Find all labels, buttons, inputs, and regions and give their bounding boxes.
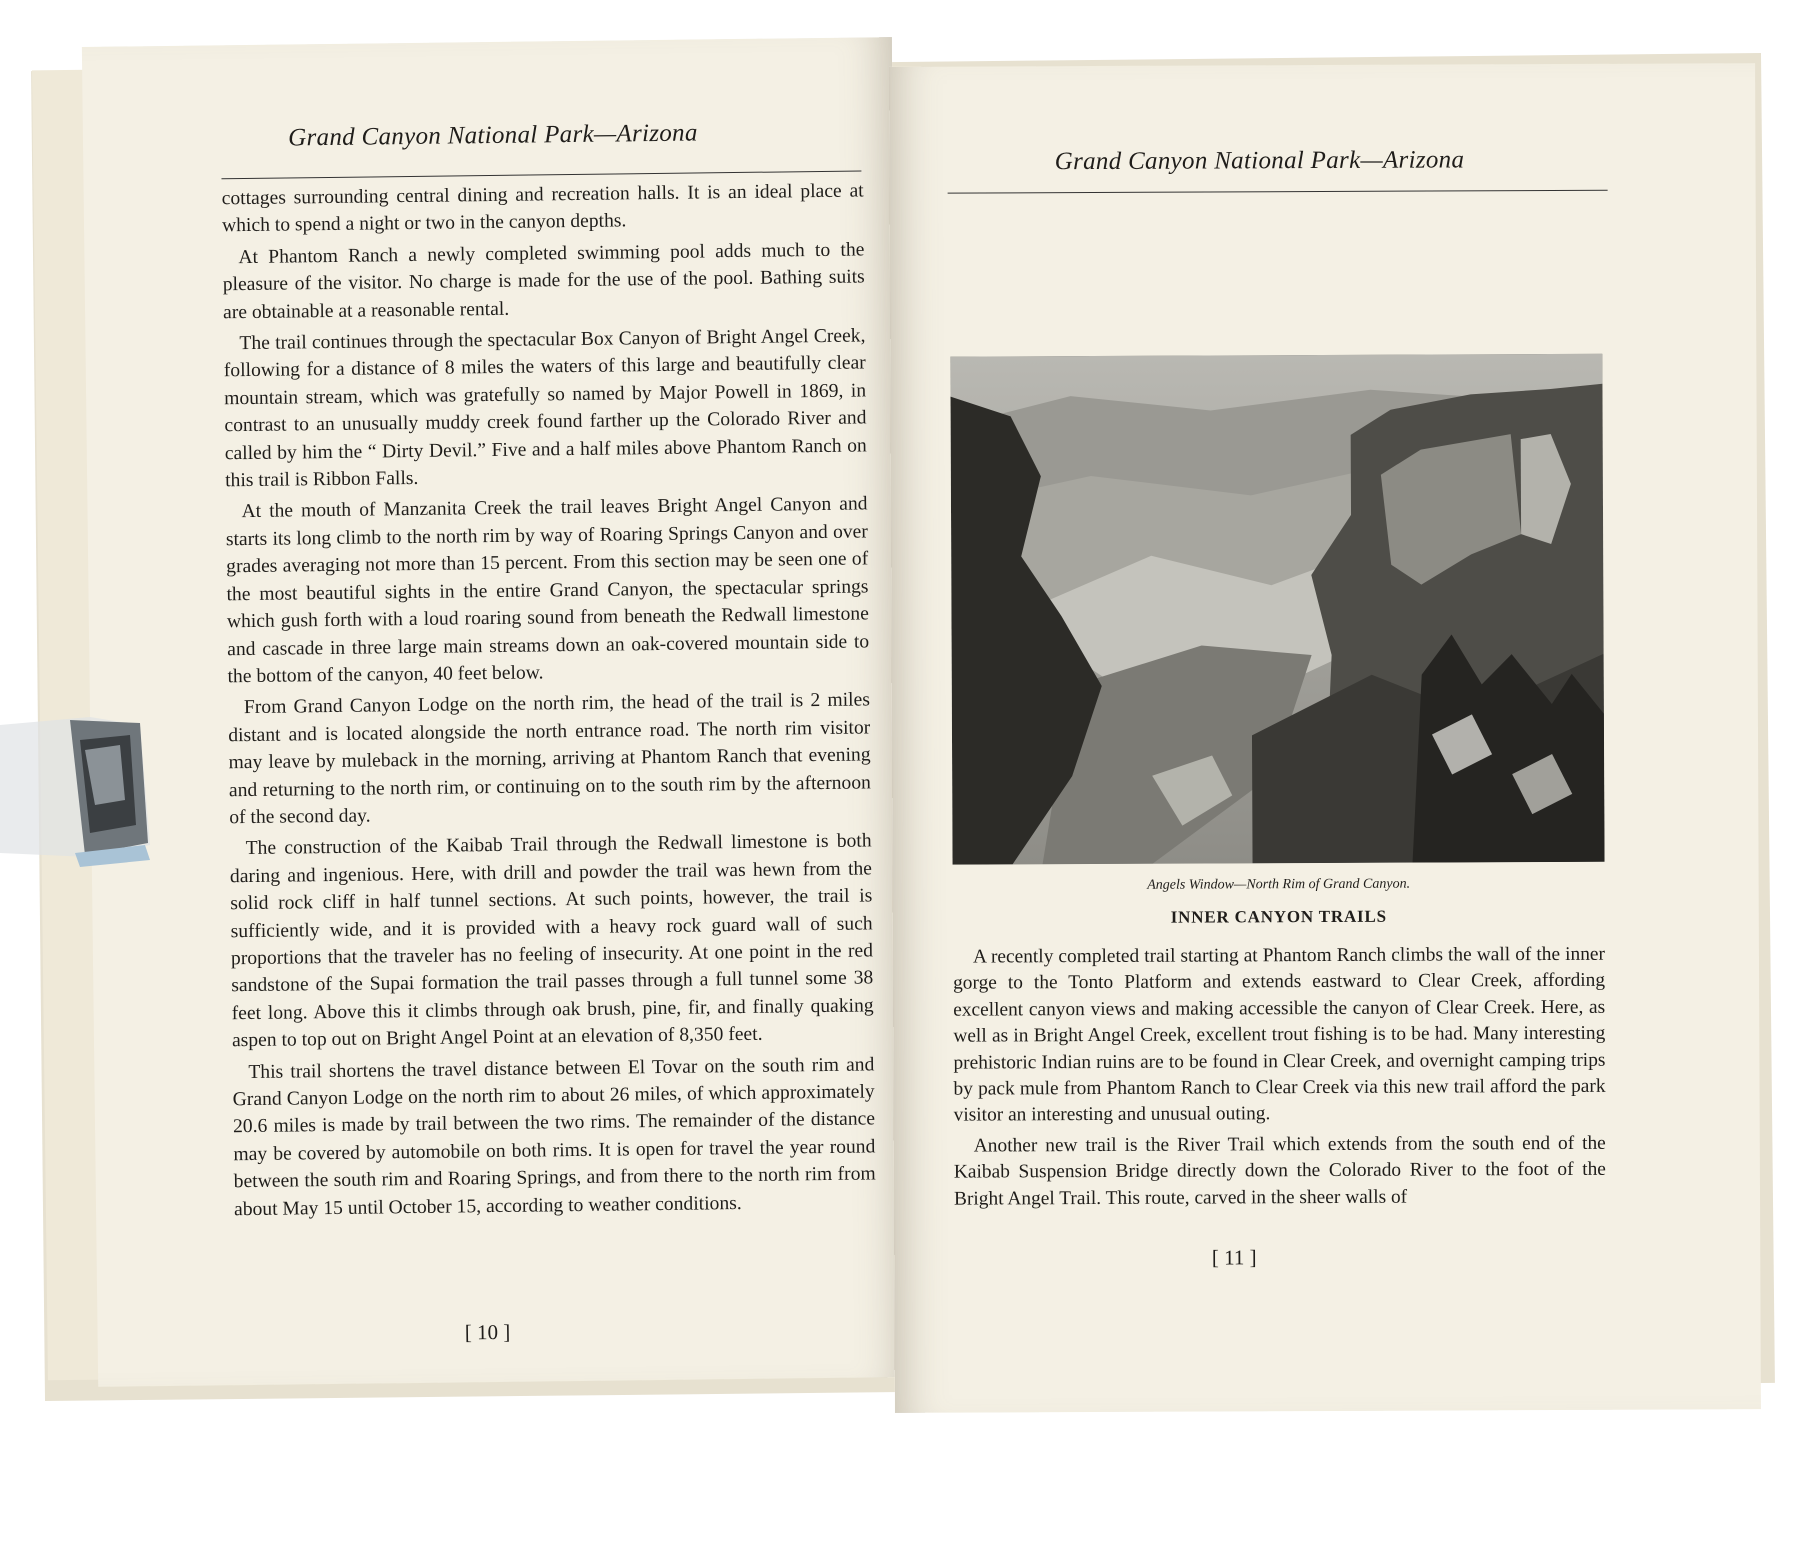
paragraph: The construction of the Kaibab Trail through the Redwall limestone is both daring and ingenious. Here, with drill and powder the trail was hewn from the solid rock cliff in half tunnel sections. At such points, however, the trail is sufficiently wide, and it is provided with a heavy rock guard wall of such proportions that the traveler has no feeling of insecurity. At one point in the red sandstone of the Supai formation the trail passes through a full tunnel some 38 feet long. Above this it climbs through oak brush, pine, fir, and finally quaking aspen to top out on Bright Angel Point at an elevation of 8,350 feet. (229, 830, 874, 1052)
left-page (82, 37, 908, 1387)
paragraph: cottages surrounding central dining and recreation halls. It is an ideal place at which to spend a night or two in the canyon depths. (221, 180, 864, 237)
section-title: INNER CANYON TRAILS (1170, 906, 1387, 927)
page-number-right: [ 11 ] (1211, 1245, 1257, 1270)
paragraph: This trail shortens the travel distance between El Tovar on the south rim and Grand Canyon Lodge on the north rim to about 26 miles, of which approximately 20.6 miles is made by trail between the two rims. The remainder of the distance may be covered by automobile on both rims. It is open for travel the year round between the south rim and Roaring Springs, and from there to the north rim from about May 15 until October 15, according to weather conditions. (232, 1053, 876, 1220)
paragraph: Another new trail is the River Trail which extends from the south end of the Kaibab Suspension Bridge directly down the Colorado River to the foot of the Bright Angel Trail. This route, carved in the sheer walls of (953, 1132, 1606, 1210)
paragraph: The trail continues through the spectacular Box Canyon of Bright Angel Creek, following for a distance of 8 miles the waters of this large and beautifully clear mountain stream, which was gratefully so named by Major Powell in 1869, in contrast to an unusually muddy creek found farther up the Colorado River and called by him the “ Dirty Devil.” Five and a half miles above Phantom Ranch on this trail is Ribbon Falls. (223, 325, 867, 492)
binder-clip (0, 705, 160, 870)
photo-caption: Angels Window—North Rim of Grand Canyon. (1147, 876, 1411, 893)
header-rule-right (948, 190, 1608, 194)
paragraph: From Grand Canyon Lodge on the north rim, the head of the trail is 2 miles distant and is located alongside the north entrance road. The north rim visitor may leave by muleback in the morning, arriving at Phantom Ranch that evening and returning to the north rim, or continuing on to the south rim by the afternoon of the second day. (228, 689, 872, 829)
left-body-text (222, 177, 877, 1223)
canyon-photo (950, 354, 1604, 865)
paragraph: At Phantom Ranch a newly completed swimming pool adds much to the pleasure of the visitor. No charge is made for the use of the pool. Bathing suits are obtainable at a reasonable rental. (222, 239, 865, 323)
running-head-left: Grand Canyon National Park—Arizona (288, 119, 698, 152)
paragraph: A recently completed trail starting at Phantom Ranch climbs the wall of the inner gorge to the Tonto Platform and extends eastward to Clear Creek, affording excellent canyon views and making accessible the canyon of Clear Creek. Here, as well as in Bright Angel Creek, excellent trout fishing is to be had. Many interesting prehistoric Indian ruins are to be found in Clear Creek, and overnight camping trips by pack mule from Phantom Ranch to Clear Creek via this new trail afford the park visitor an interesting and unusual outing. (953, 943, 1606, 1127)
angels-window-photo (950, 354, 1604, 865)
right-body-text (953, 942, 1606, 1213)
running-head-right: Grand Canyon National Park—Arizona (1054, 146, 1465, 176)
right-page (889, 63, 1761, 1413)
page-number-left: [ 10 ] (464, 1319, 511, 1345)
paragraph: At the mouth of Manzanita Creek the trail leaves Bright Angel Canyon and starts its long climb to the north rim by way of Roaring Springs Canyon and over grades averaging not more than 15 percent. From this section may be seen one of the most beautiful sights in the entire Grand Canyon, the spectacular springs which gush forth with a loud roaring sound from beneath the Redwall limestone and cascade in three large main streams down an oak-covered mountain side to the bottom of the canyon, 40 feet below. (225, 493, 870, 688)
